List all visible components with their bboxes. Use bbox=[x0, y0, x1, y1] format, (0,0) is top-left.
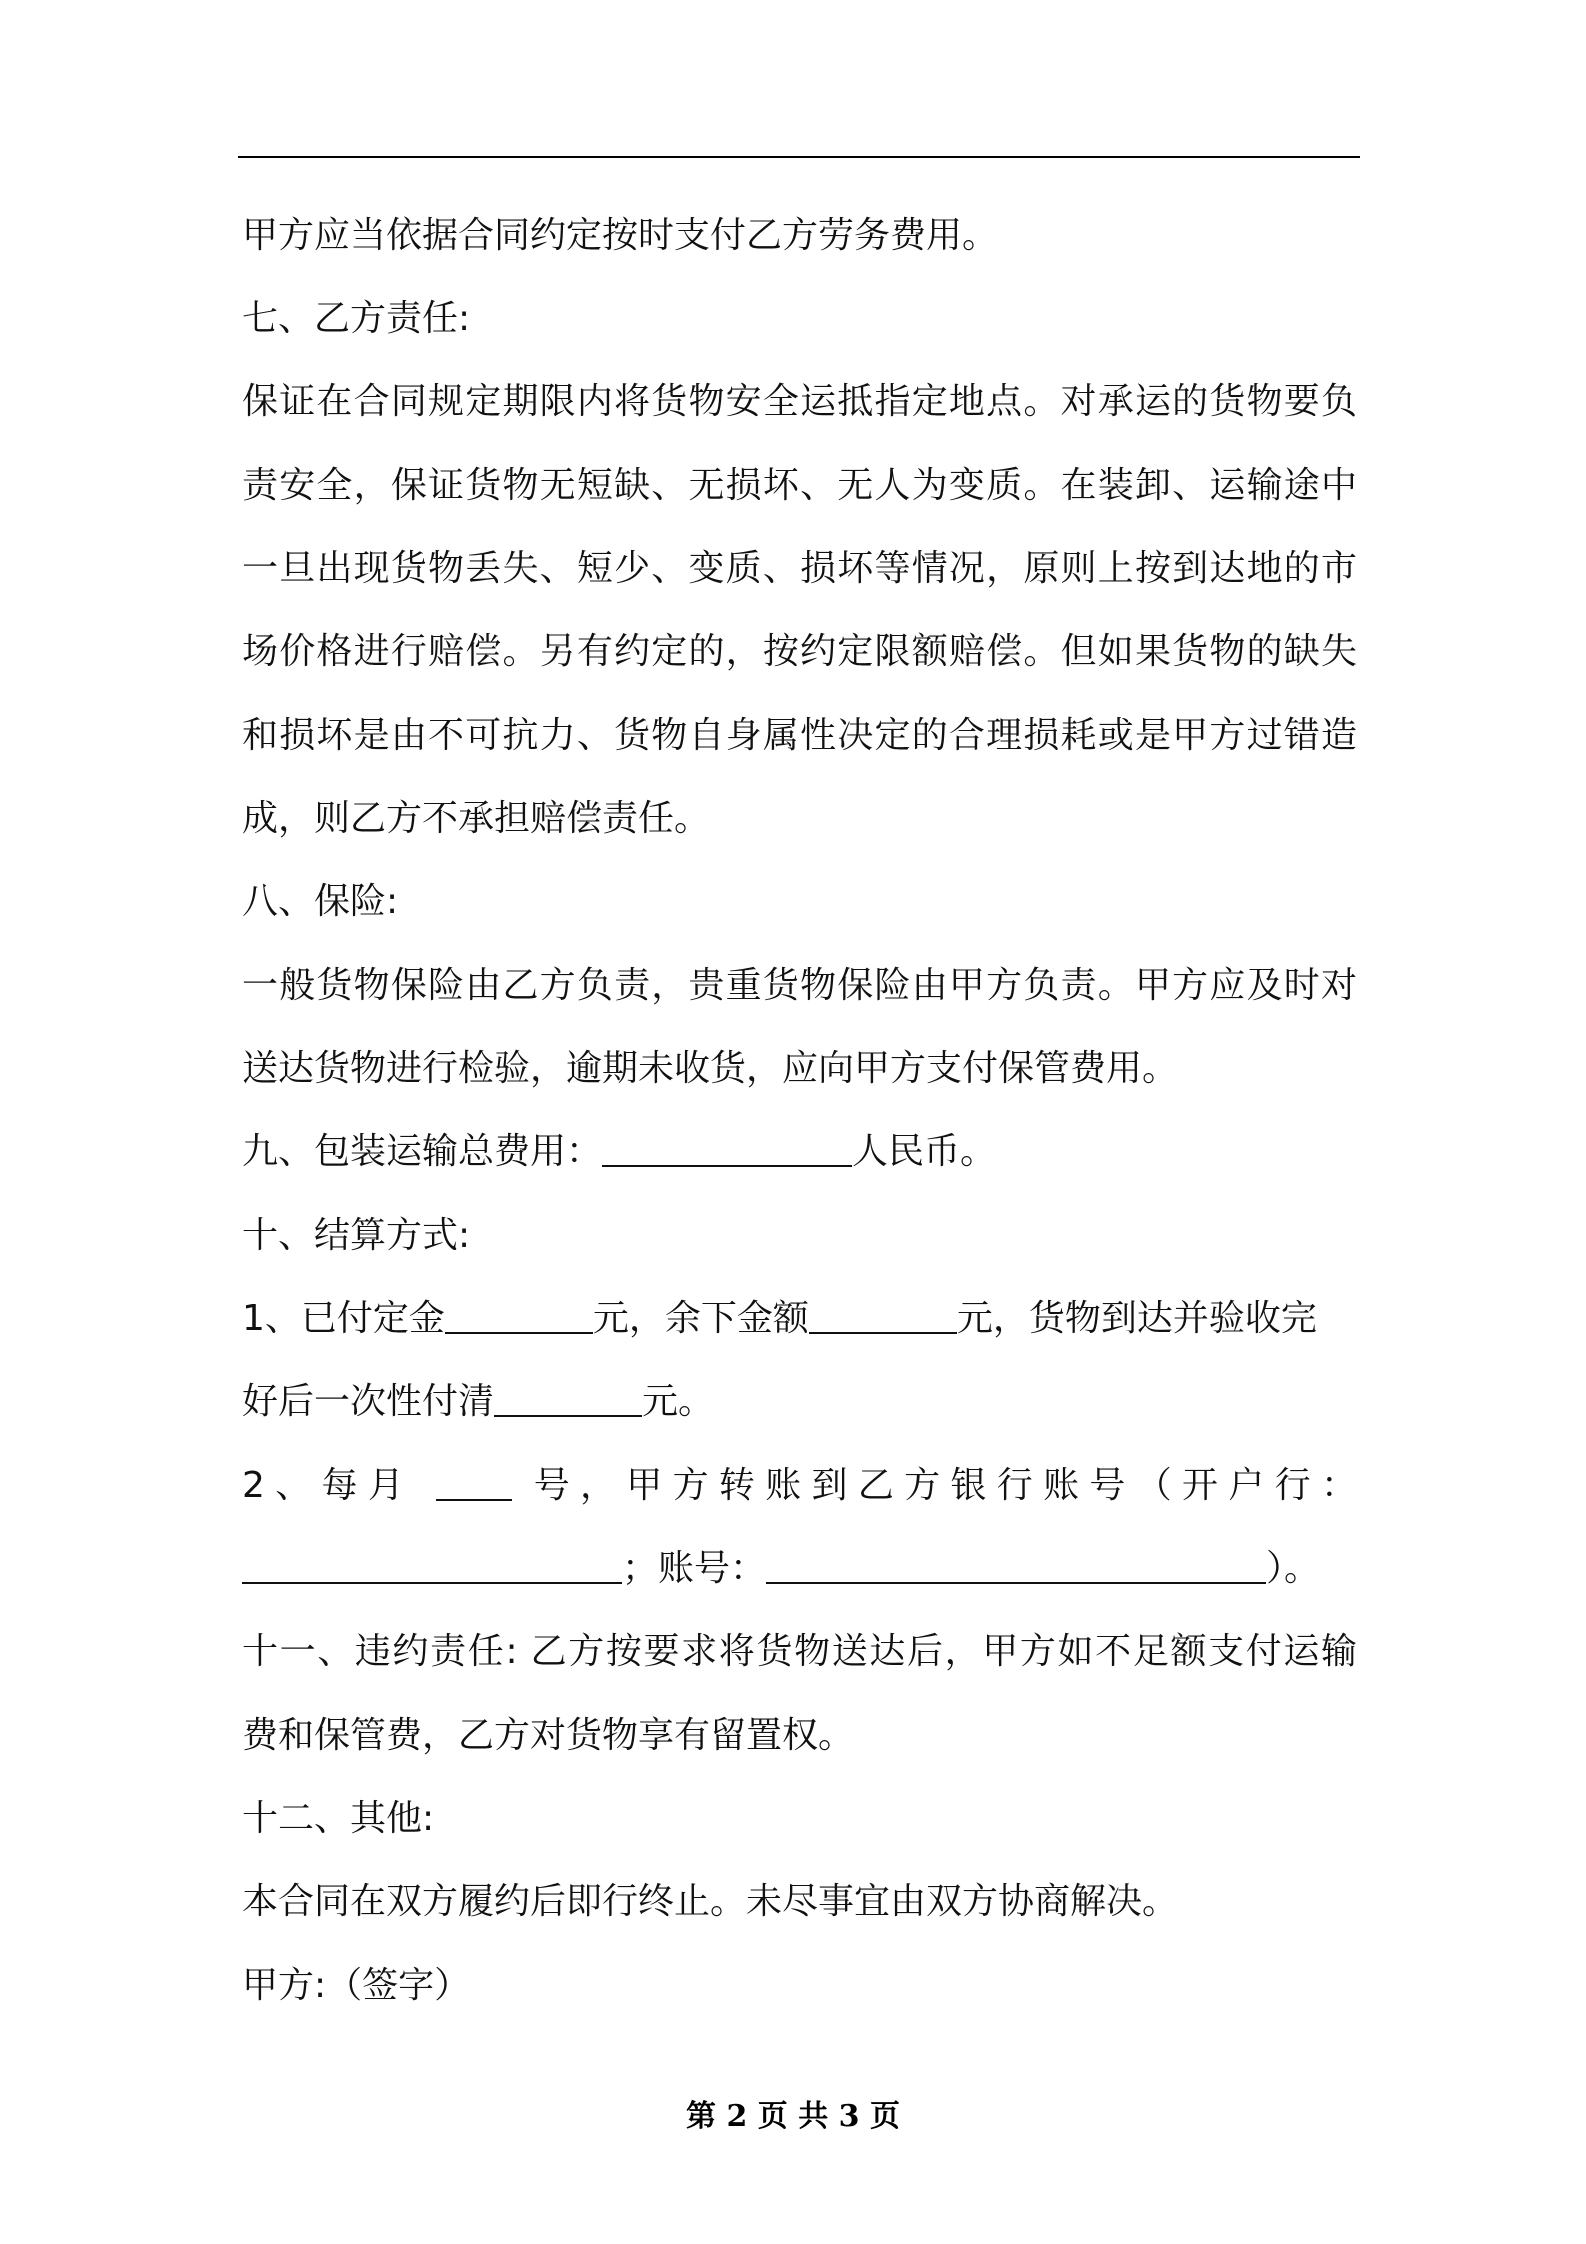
monthly-label: 2、每月 bbox=[242, 1465, 415, 1506]
paragraph-line: 一旦出现货物丢失、短少、变质、损坏等情况，原则上按到达地的市 bbox=[242, 548, 1357, 589]
section-heading-11: 十一、违约责任: 乙方按要求将货物送达后，甲方如不足额支付运输 bbox=[242, 1631, 1357, 1672]
header-rule bbox=[238, 156, 1360, 158]
settlement-item-2-cont bbox=[242, 1545, 1357, 1593]
paragraph-line: 甲方应当依据合同约定按时支付乙方劳务费用。 bbox=[242, 215, 999, 256]
remaining-blank[interactable] bbox=[809, 1296, 957, 1334]
yuan-label: 元。 bbox=[642, 1381, 715, 1422]
paragraph-line: 本合同在双方履约后即行终止。未尽事宜由双方协商解决。 bbox=[242, 1881, 1179, 1922]
settlement-item-1 bbox=[242, 1295, 1357, 1343]
total-fee-currency: 人民币。 bbox=[852, 1131, 997, 1172]
settlement-item-2 bbox=[242, 1462, 1357, 1510]
account-number-blank[interactable] bbox=[766, 1546, 1266, 1584]
closing-paren: ）。 bbox=[1266, 1548, 1321, 1589]
section-heading-7: 七、乙方责任: bbox=[242, 298, 471, 339]
settlement-item-1-cont bbox=[242, 1378, 1357, 1426]
section-heading-12: 十二、其他: bbox=[242, 1798, 435, 1839]
section-heading-10: 十、结算方式: bbox=[242, 1215, 471, 1256]
paragraph-line: 费和保管费，乙方对货物享有留置权。 bbox=[242, 1715, 855, 1756]
account-label: ；账号： bbox=[622, 1548, 767, 1589]
page-number: 第 2 页 共 3 页 bbox=[686, 2099, 900, 2134]
paragraph-line: 责安全，保证货物无短缺、无损坏、无人为变质。在装卸、运输途中 bbox=[242, 465, 1357, 506]
bank-name-blank[interactable] bbox=[242, 1546, 622, 1584]
paragraph-line: 场价格进行赔偿。另有约定的，按约定限额赔偿。但如果货物的缺失 bbox=[242, 631, 1357, 672]
total-fee-line bbox=[242, 1128, 1357, 1176]
monthly-day-blank[interactable] bbox=[436, 1463, 512, 1501]
paragraph-line: 送达货物进行检验，逾期未收货，应向甲方支付保管费用。 bbox=[242, 1048, 1179, 1089]
paragraph-line: 一般货物保险由乙方负责，贵重货物保险由甲方负责。甲方应及时对 bbox=[242, 965, 1357, 1006]
deposit-blank[interactable] bbox=[445, 1296, 593, 1334]
one-time-payment-blank[interactable] bbox=[494, 1379, 642, 1417]
one-time-payment-label: 好后一次性付清 bbox=[242, 1381, 495, 1422]
delivery-text: 元，货物到达并验收完 bbox=[956, 1298, 1317, 1339]
total-fee-blank[interactable] bbox=[602, 1129, 852, 1167]
party-a-signature-label: 甲方:（签字） bbox=[242, 1965, 471, 2006]
section-heading-8: 八、保险: bbox=[242, 881, 399, 922]
paragraph-line: 保证在合同规定期限内将货物安全运抵指定地点。对承运的货物要负 bbox=[242, 381, 1357, 422]
total-fee-label: 九、包装运输总费用： bbox=[242, 1131, 603, 1172]
transfer-text: 号，甲方转账到乙方银行账号（开户行： bbox=[533, 1465, 1357, 1506]
deposit-label: 1、已付定金 bbox=[242, 1298, 445, 1339]
paragraph-line: 和损坏是由不可抗力、货物自身属性决定的合理损耗或是甲方过错造 bbox=[242, 715, 1357, 756]
paragraph-line: 成，则乙方不承担赔偿责任。 bbox=[242, 798, 711, 839]
remaining-label: 元，余下金额 bbox=[592, 1298, 809, 1339]
